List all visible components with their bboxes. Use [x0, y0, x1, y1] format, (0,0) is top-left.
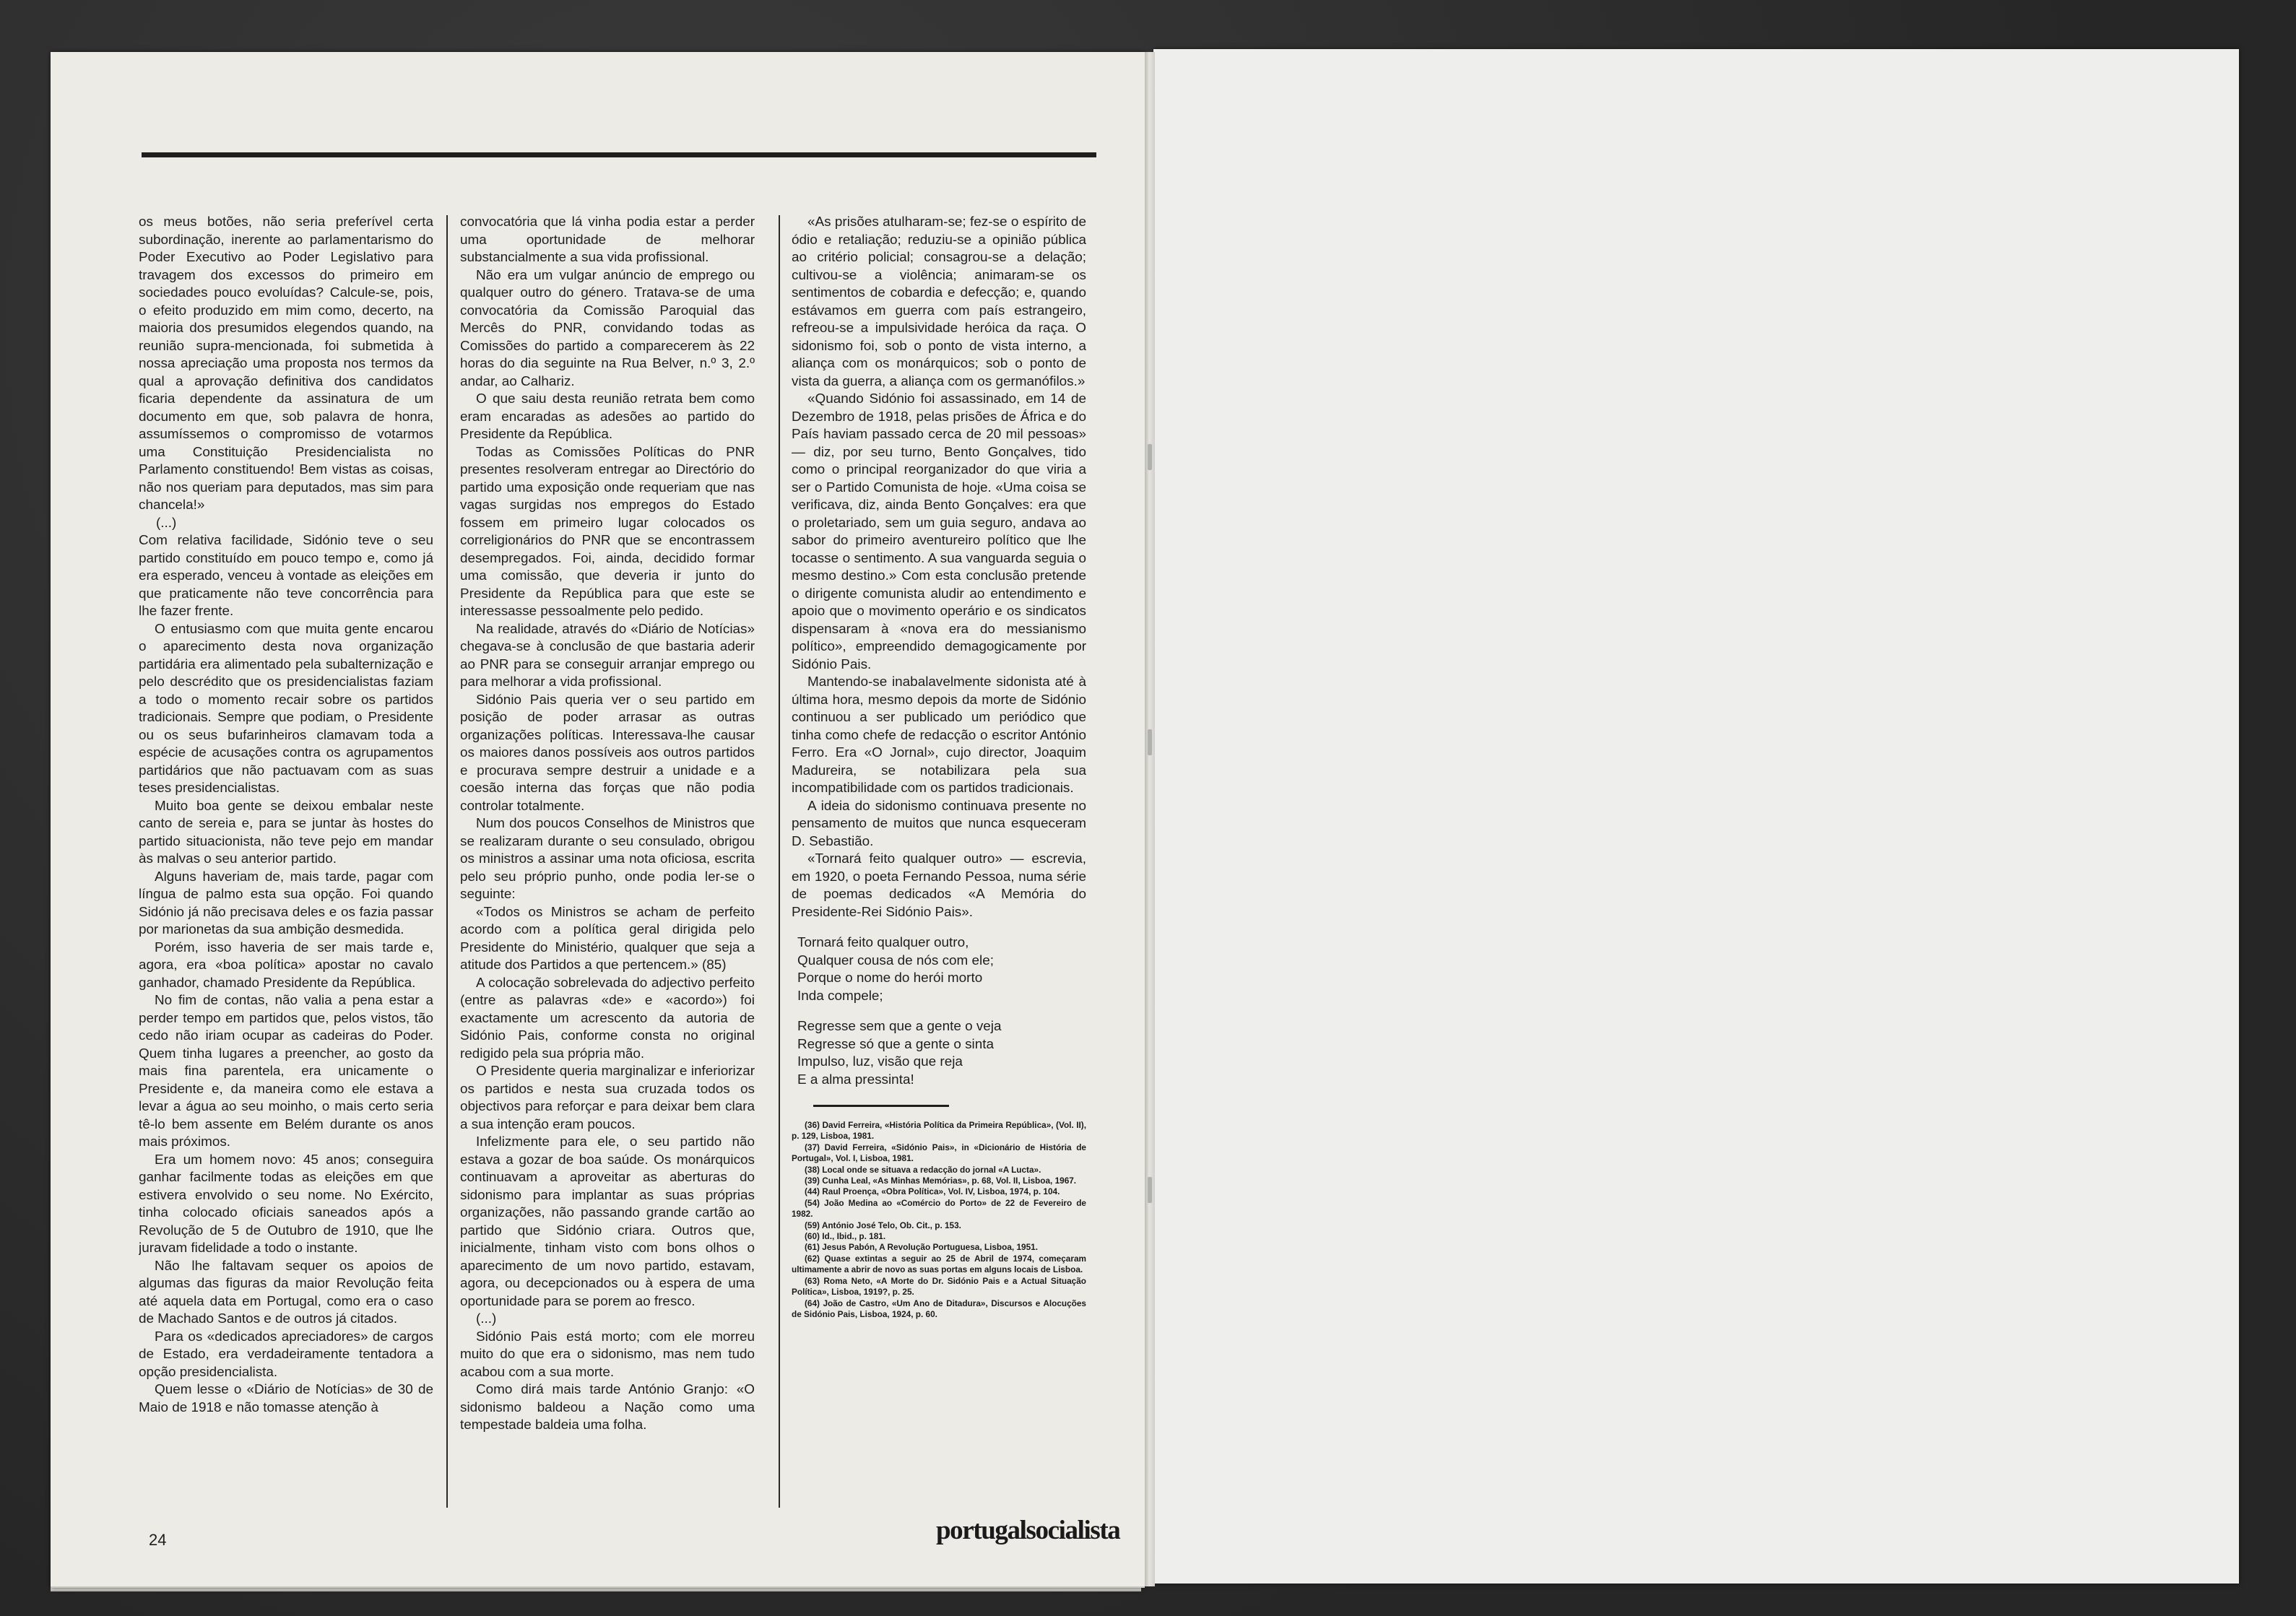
text-column-2 — [460, 214, 755, 1506]
footnote: (36) David Ferreira, «História Política da Primeira República», (Vol. II), p. 129, Lisboa, 1981. — [792, 1120, 1086, 1142]
footnote: (61) Jesus Pabón, A Revolução Portuguesa, Lisboa, 1951. — [805, 1242, 1038, 1253]
masthead-logo: portugalsocialista — [936, 1516, 1120, 1545]
paragraph: «As prisões atulharam-se; fez-se o espírito de ódio e retaliação; reduziu-se a opinião pública ao critério policial; consagrou-se a delação; cultivou-se a violência; animaram-se os sentimentos de cobardia e defecção; e, quando estávamos em guerra com país estrangeiro, refreou-se a impulsividade heróica da raça. O sidonismo foi, sob o ponto de vista interno, a aliança com os monárquicos; sob o ponto de vista da guerra, a aliança com os germanófilos.» — [792, 214, 1086, 389]
paragraph: Num dos poucos Conselhos de Ministros que se realizaram durante o seu consulado, obrigou os ministros a assinar uma nota oficiosa, escrita pelo seu próprio punho, onde podia ler-se o seguinte: — [460, 816, 755, 902]
poem-stanza-2 — [797, 1018, 1086, 1089]
text-column-1 — [139, 214, 433, 1506]
verse-line: Regresse sem que a gente o veja — [797, 1019, 1002, 1034]
footnote: (54) João Medina ao «Comércio do Porto» de 22 de Fevereiro de 1982. — [792, 1197, 1086, 1220]
quotation: «Todos os Ministros se acham de perfeito acordo com a política geral dirigida pelo Presidente do Ministério, qualquer que seja a atitude dos Partidos a que pertencem.» (85) — [460, 904, 755, 973]
paragraph: Não era um vulgar anúncio de emprego ou qualquer outro do género. Tratava-se de uma convocatória da Comissão Paroquial das Mercês do PNR, convidando todas as Comissões do partido a comparecerem às 22 horas do dia seguinte na Rua Belver, n.º 3, 2.º andar, ao Calhariz. — [460, 267, 755, 389]
paragraph: Como dirá mais tarde António Granjo: «O sidonismo baldeou a Nação como uma tempestade baldeia uma folha. — [460, 1382, 755, 1433]
paragraph: Mantendo-se inabalavelmente sidonista até à última hora, mesmo depois da morte de Sidónio continuou a ser publicado um periódico que tinha como chefe de redacção o escritor António Ferro. Era «O Jornal», cujo director, Joaquim Madureira, se notabilizara pela sua incompatibilidade com os partidos tradicionais. — [792, 674, 1086, 796]
paragraph: O Presidente queria marginalizar e inferiorizar os partidos e nesta sua cruzada todos os objectivos para reforçar e para deixar bem clara a sua intenção eram poucos. — [460, 1064, 755, 1132]
paragraph: Era um homem novo: 45 anos; conseguira ganhar facilmente todas as eleições em que estivera envolvido o seu nome. No Exército, tinha colocado oficiais saneados após a Revolução de 5 de Outubro de 1910, que lhe juravam fidelidade a todo o instante. — [139, 1152, 433, 1256]
paragraph: Todas as Comissões Políticas do PNR presentes resolveram entregar ao Directório do partido uma exposição onde requeriam que nas vagas surgidas nos empregos do Estado fossem em primeiro lugar colocados os correligionários do PNR que se encontrassem desempregados. Foi, ainda, decidido formar uma comissão, que deveria ir junto do Presidente da República para que este se interessasse pessoalmente pelo pedido. — [460, 444, 755, 619]
paragraph: Alguns haveriam de, mais tarde, pagar com língua de palmo esta sua opção. Foi quando Sidónio já não precisava deles e os fazia passar por marionetas da sua ambição desmedida. — [139, 869, 433, 937]
paragraph: Muito boa gente se deixou embalar neste canto de sereia e, para se juntar às hostes do partido situacionista, não teve pejo em mandar às malvas o seu anterior partido. — [139, 798, 433, 866]
staple — [1148, 1177, 1152, 1203]
footnote: (60) Id., Ibid., p. 181. — [805, 1231, 886, 1242]
column-rule — [779, 215, 780, 1508]
paragraph: Com relativa facilidade, Sidónio teve o seu partido constituído em pouco tempo e, como já era esperado, venceu à vontade as eleições em que praticamente não teve concorrência para lhe fazer frente. — [139, 533, 433, 619]
footnote: (37) David Ferreira, «Sidónio Pais», in «Dicionário de História de Portugal», Vol. I, Lisboa, 1981. — [792, 1142, 1086, 1164]
ellipsis: (...) — [476, 1311, 497, 1326]
footnote: (39) Cunha Leal, «As Minhas Memórias», p. 68, Vol. II, Lisboa, 1967. — [805, 1176, 1077, 1186]
paragraph: A colocação sobrelevada do adjectivo perfeito (entre as palavras «de» e «acordo») foi exactamente um acrescento da autoria de Sidónio Pais, conforme consta no original redigido pela sua própria mão. — [460, 975, 755, 1061]
verse-line: Qualquer cousa de nós com ele; — [797, 952, 994, 968]
paragraph: A ideia do sidonismo continuava presente no pensamento de muitos que nunca esqueceram D. Sebastião. — [792, 798, 1086, 849]
paragraph: «Quando Sidónio foi assassinado, em 14 de Dezembro de 1918, pelas prisões de África e do País haviam passado cerca de 20 mil pessoas» — diz, por seu turno, Bento Gonçalves, tido como o principal reorganizador do que viria a ser o Partido Comunista de hoje. «Uma coisa se verificava, diz, ainda Bento Gonçalves: era que o proletariado, sem um guia seguro, andava ao sabor do primeiro aventureiro político que lhe tocasse o sentimento. A sua vanguarda seguia o mesmo destino.» Com esta conclusão pretende o dirigente comunista aludir ao entendimento e apoio que o movimento operário e os sindicatos dispensaram à «nova era do messianismo político», empreendido demagogicamente por Sidónio Pais. — [792, 391, 1086, 672]
paragraph: Para os «dedicados apreciadores» de cargos de Estado, era verdadeiramente tentadora a opção presidencialista. — [139, 1329, 433, 1380]
staple — [1148, 444, 1152, 470]
staple — [1148, 729, 1152, 755]
paragraph: Sidónio Pais queria ver o seu partido em posição de poder arrasar as outras organizações políticas. Interessava-lhe causar os maiores danos possíveis aos outros partidos e procurava sempre destruir a unidade e a coesão interna das forças que não podia controlar totalmente. — [460, 692, 755, 814]
footnote: (59) António José Telo, Ob. Cit., p. 153. — [805, 1220, 961, 1230]
verse-line: Impulso, luz, visão que reja — [797, 1054, 963, 1069]
paragraph: No fim de contas, não valia a pena estar a perder tempo em partidos que, pelos vistos, tão cedo não iriam ocupar as cadeiras do Poder. Quem tinha lugares a preencher, ao gosto da mais fina parentela, era unicamente o Presidente e, da maneira como ele estava a levar a água ao seu moinho, o mais certo seria tê-lo bem assente em Belém durante os anos mais próximos. — [139, 993, 433, 1150]
paragraph: Sidónio Pais está morto; com ele morreu muito do que era o sidonismo, mas nem tudo acabou com a sua morte. — [460, 1329, 755, 1380]
text-column-3 — [792, 214, 1086, 1506]
column-rule — [446, 215, 448, 1508]
paragraph: Quem lesse o «Diário de Notícias» de 30 de Maio de 1918 e não tomasse atenção à — [139, 1382, 433, 1415]
paragraph: os meus botões, não seria preferível certa subordinação, inerente ao parlamentarismo do Poder Executivo ao Poder Legislativo para travagem dos excessos do primeiro em sociedades pouco evoluídas? Calcule-se, pois, o efeito produzido em mim como, decerto, na maioria dos presumidos elegendos quando, na reunião supra-mencionada, foi submetida à nossa apreciação uma proposta nos termos da qual a aprovação definitiva dos candidatos ficaria dependente da assinatura de um documento em que, sob palavra de honra, assumíssemos o compromisso de votarmos uma Constituição Presidencialista no Parlamento constituendo! Bem vistas as coisas, não nos queriam para deputados, mas sim para chancela!» — [139, 214, 433, 513]
footnote: (64) João de Castro, «Um Ano de Ditadura», Discursos e Alocuções de Sidónio Pais, Lisboa, 1924, p. 60. — [792, 1298, 1086, 1319]
binding-gutter — [1145, 52, 1155, 1586]
verse-line: Porque o nome do herói morto — [797, 970, 983, 986]
poem-stanza-1 — [797, 934, 1086, 1005]
verse-line: Tornará feito qualquer outro, — [797, 935, 969, 950]
verse-line: Regresse só que a gente o sinta — [797, 1036, 994, 1052]
footnotes — [792, 1120, 1086, 1320]
header-rule — [142, 152, 1096, 157]
footnote: (38) Local onde se situava a redacção do jornal «A Lucta». — [805, 1164, 1041, 1175]
page-number: 24 — [149, 1531, 167, 1549]
paragraph: convocatória que lá vinha podia estar a perder uma oportunidade de melhorar substancialmente a sua vida profissional. — [460, 214, 755, 265]
footnote-rule — [813, 1105, 949, 1107]
footnote: (62) Quase extintas a seguir ao 25 de Abril de 1974, começaram ultimamente a abrir de novo as suas portas em alguns locais de Lisboa. — [792, 1253, 1086, 1275]
paragraph: O entusiasmo com que muita gente encarou o aparecimento desta nova organização partidária era alimentado pela subalternização e pelo descrédito que os presidencialistas faziam a todo o momento recair sobre os partidos tradicionais. Sempre que podiam, o Presidente ou os seus bufarinheiros clamavam toda a espécie de acusações contra os agrupamentos partidários que não pactuavam com as suas teses presidencialistas. — [139, 621, 433, 796]
verse-line: Inda compele; — [797, 988, 883, 1004]
paragraph: O que saiu desta reunião retrata bem como eram encaradas as adesões ao partido do Presidente da República. — [460, 391, 755, 442]
ellipsis: (...) — [156, 515, 177, 531]
paragraph: «Tornará feito qualquer outro» — escrevia, em 1920, o poeta Fernando Pessoa, numa série de poemas dedicados «A Memória do Presidente-Rei Sidónio Pais». — [792, 851, 1086, 920]
paragraph: Na realidade, através do «Diário de Notícias» chegava-se à conclusão de que bastaria aderir ao PNR para se conseguir arranjar emprego ou para melhorar a vida profissional. — [460, 621, 755, 690]
paragraph: Porém, isso haveria de ser mais tarde e, agora, era «boa política» apostar no cavalo ganhador, chamado Presidente da República. — [139, 939, 433, 991]
right-page-blank — [1153, 49, 2239, 1584]
footnote: (63) Roma Neto, «A Morte do Dr. Sidónio Pais e a Actual Situação Política», Lisboa, 1919?, p. 25. — [792, 1275, 1086, 1298]
footnote: (44) Raul Proença, «Obra Política», Vol. IV, Lisboa, 1974, p. 104. — [805, 1186, 1060, 1197]
paragraph: Não lhe faltavam sequer os apoios de algumas das figuras da maior Revolução feita até aquela data em Portugal, como era o caso de Machado Santos e de outros já citados. — [139, 1258, 433, 1326]
verse-line: E a alma pressinta! — [797, 1072, 914, 1087]
paragraph: Infelizmente para ele, o seu partido não estava a gozar de boa saúde. Os monárquicos continuavam a aproveitar as aberturas do sidonismo para implantar as suas próprias organizações, não passando grande cartão ao partido que Sidónio criara. Outros que, inicialmente, tinham visto com bons olhos o aparecimento de um novo partido, estavam, agora, ou decepcionados ou à espera de uma oportunidade para se porem ao fresco. — [460, 1134, 755, 1309]
